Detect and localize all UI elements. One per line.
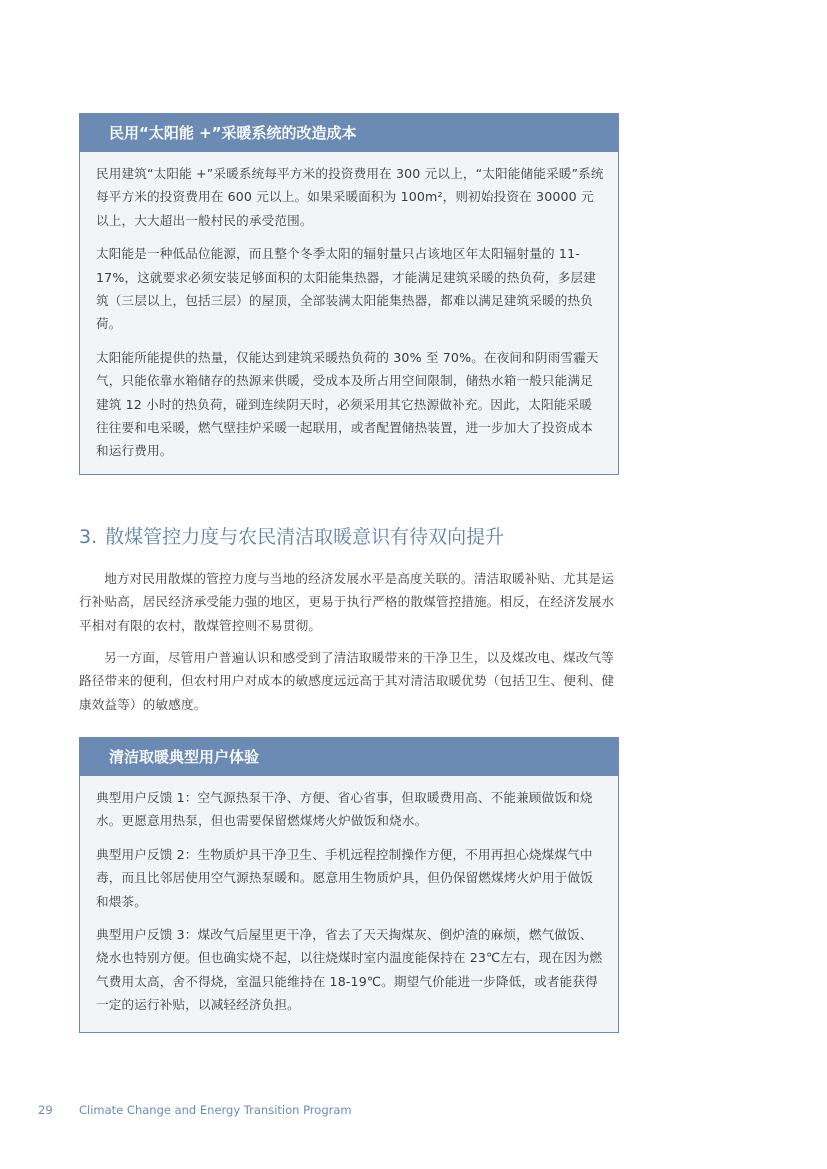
solar-cost-box-title: 民用“太阳能 +”采暖系统的改造成本 bbox=[80, 114, 618, 152]
solar-cost-paragraph: 太阳能是一种低品位能源，而且整个冬季太阳的辐射量只占该地区年太阳辐射量的 11-17%，这就要求必须安装足够面积的太阳能集热器，才能满足建筑采暖的热负荷，多层建筑（三层以上，包括三层）的屋顶，全部装满太阳能集热器，都难以满足建筑采暖的热负荷。 bbox=[96, 246, 596, 332]
page-footer bbox=[38, 1103, 352, 1117]
user-experience-info-box bbox=[79, 737, 619, 1033]
user-experience-box-body bbox=[80, 776, 618, 1035]
solar-cost-info-box bbox=[79, 113, 619, 475]
section-heading bbox=[79, 522, 504, 549]
body-paragraph: 地方对民用散煤的管控力度与当地的经济发展水平是高度关联的。清洁取暖补贴、尤其是运行补贴高，居民经济承受能力强的地区，更易于执行严格的散煤管控措施。相反，在经济发展水平相对有限的农村，散煤管控则不易贯彻。 bbox=[79, 571, 615, 633]
solar-cost-paragraph: 太阳能所能提供的热量，仅能达到建筑采暖热负荷的 30% 至 70%。在夜间和阴雨雪霾天气，只能依靠水箱储存的热源来供暖，受成本及所占用空间限制，储热水箱一般只能满足建筑 12 小时的热负荷，碰到连续阴天时，必须采用其它热源做补充。因此，太阳能采暖往往要和电采暖，燃气壁挂炉采暖一起联用，或者配置储热装置，进一步加大了投资成本和运行费用。 bbox=[96, 349, 599, 459]
user-feedback-paragraph: 典型用户反馈 1：空气源热泵干净、方便、省心省事，但取暖费用高、不能兼顾做饭和烧水。更愿意用热泵，但也需要保留燃煤烤火炉做饭和烧水。 bbox=[96, 790, 593, 829]
body-paragraph: 另一方面，尽管用户普遍认识和感受到了清洁取暖带来的干净卫生，以及煤改电、煤改气等路径带来的便利，但农村用户对成本的敏感度远远高于其对清洁取暖优势（包括卫生、便利、健康效益等）的敏感度。 bbox=[79, 650, 615, 712]
solar-cost-paragraph: 民用建筑“太阳能 +”采暖系统每平方米的投资费用在 300 元以上，“太阳能储能采暖”系统每平方米的投资费用在 600 元以上。如果采暖面积为 100m²，则初始投资在 30000 元以上，大大超出一般村民的承受范围。 bbox=[96, 166, 604, 228]
solar-cost-box-body bbox=[80, 152, 618, 481]
footer-program-name: Climate Change and Energy Transition Program bbox=[79, 1103, 352, 1117]
user-experience-box-title: 清洁取暖典型用户体验 bbox=[80, 738, 618, 776]
section-title-text: 散煤管控力度与农民清洁取暖意识有待双向提升 bbox=[105, 526, 505, 548]
user-feedback-paragraph: 典型用户反馈 2：生物质炉具干净卫生、手机远程控制操作方便，不用再担心烧煤煤气中毒，而且比邻居使用空气源热泵暖和。愿意用生物质炉具，但仍保留燃煤烤火炉用于做饭和煨茶。 bbox=[96, 846, 594, 909]
section-number: 3. bbox=[79, 526, 98, 548]
user-feedback-paragraph: 典型用户反馈 3：煤改气后屋里更干净，省去了天天掏煤灰、倒炉渣的麻烦，燃气做饭、烧水也特别方便。但也确实烧不起，以往烧煤时室内温度能保持在 23℃左右，现在因为燃气费用太高，舍不得烧，室温只能维持在 18-19℃。期望气价能进一步降低，或者能获得一定的运行补贴，以减轻经济负担。 bbox=[96, 927, 603, 1013]
page-number: 29 bbox=[38, 1103, 53, 1117]
